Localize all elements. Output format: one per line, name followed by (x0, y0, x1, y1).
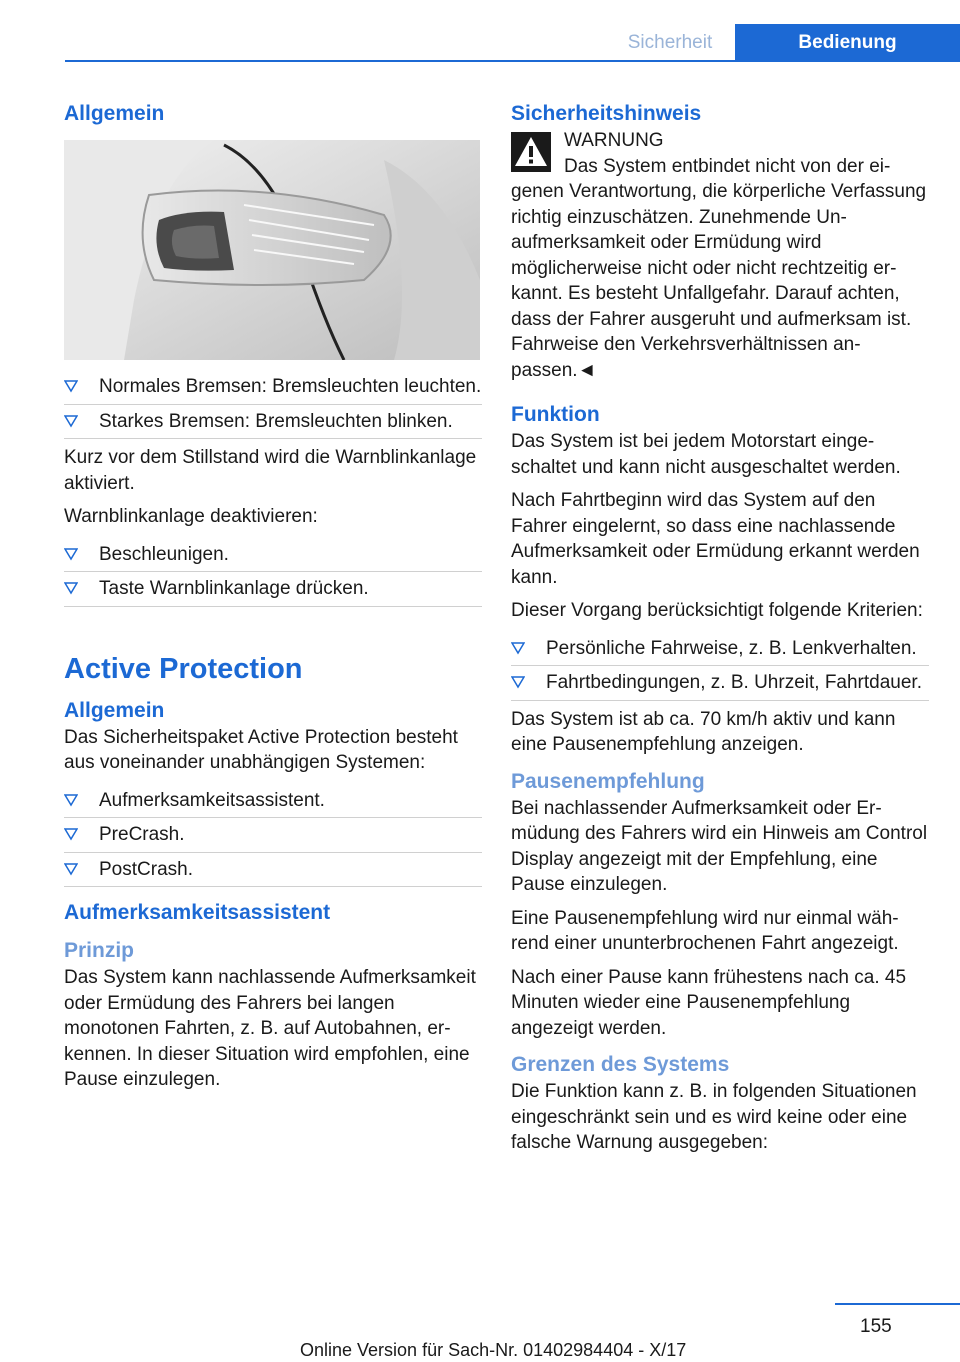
heading-allgemein-2: Allgemein (64, 698, 165, 722)
list-item: Persönliche Fahrweise, z. B. Lenkverhalten. (511, 632, 929, 667)
paragraph: Nach einer Pause kann frühestens nach ca. 45 Minuten wieder eine Pausenempfehlung angezeigt werden. (511, 966, 907, 1039)
heading-pausenempfehlung: Pausenempfehlung (511, 769, 705, 793)
list-item: Fahrtbedingungen, z. B. Uhrzeit, Fahrtdauer. (511, 666, 929, 701)
heading-allgemein: Allgemein (64, 102, 165, 125)
heading-grenzen: Grenzen des Systems (511, 1053, 730, 1076)
online-version-text: Online Version für Sach-Nr. 01402984404 - X/17 (300, 1340, 687, 1360)
bullet-triangle-icon (511, 641, 525, 655)
list-item: Aufmerksamkeitsassistent. (64, 784, 482, 819)
bullet-triangle-icon (64, 581, 78, 595)
list-item: Taste Warnblinkanlage drücken. (64, 572, 482, 607)
list-item: Beschleunigen. (64, 538, 482, 573)
warning-label: WARNUNG (564, 130, 664, 151)
header-rule (65, 60, 960, 62)
paragraph: Die Funktion kann z. B. in folgenden Situationen eingeschränkt sein und es wird keine oder eine falsche Warnung ausgegeben: (511, 1081, 917, 1153)
heading-funktion: Funktion (511, 403, 600, 426)
brake-light-list (64, 370, 482, 439)
bullet-triangle-icon (511, 675, 525, 689)
warning-triangle-icon (511, 132, 551, 172)
section-title: Active Protection (64, 652, 303, 685)
bullet-triangle-icon (64, 414, 78, 428)
paragraph: Kurz vor dem Stillstand wird die Warnblinkanlage aktiviert. (64, 447, 477, 494)
list-item: PreCrash. (64, 818, 482, 853)
rear-light-photo (64, 140, 480, 360)
bullet-triangle-icon (64, 547, 78, 561)
paragraph: Bei nachlassender Aufmerksamkeit oder Ermüdung des Fahrers wird ein Hinweis am Control Display angezeigt mit der Empfehlung, eine Pause einzulegen. (511, 797, 928, 895)
heading-sicherheitshinweis: Sicherheitshinweis (511, 102, 702, 125)
paragraph: Warnblinkanlage deaktivieren: (64, 506, 318, 527)
paragraph: Das System ist ab ca. 70 km/h aktiv und kann eine Pausenempfehlung anzeigen. (511, 708, 896, 755)
heading-aufmerksamkeitsassistent: Aufmerksamkeitsassistent (64, 901, 331, 924)
paragraph: Das Sicherheitspaket Active Protection besteht aus voneinander unabhängigen Systemen: (64, 726, 458, 773)
bullet-triangle-icon (64, 793, 78, 807)
warning-block (511, 128, 929, 154)
right-column (511, 100, 929, 1164)
bullet-triangle-icon (64, 862, 78, 876)
heading-prinzip: Prinzip (64, 939, 135, 962)
paragraph: Nach Fahrtbeginn wird das System auf den Fahrer eingelernt, so dass eine nachlassende Aufmerksamkeit oder Ermüdung erkannt werden kann. (511, 490, 920, 588)
list-item: Starkes Bremsen: Bremsleuchten blinken. (64, 405, 482, 440)
paragraph: Das System kann nachlassende Aufmerksamkeit oder Ermüdung des Fahrers bei langen monotonen Fahrten, z. B. auf Autobahnen, erkennen. In dieser Situation wird empfohlen, eine Pause einzulegen. (64, 967, 476, 1090)
list-item: Normales Bremsen: Bremsleuchten leuchten. (64, 370, 482, 405)
footer-rule (835, 1303, 960, 1305)
criteria-list (511, 632, 929, 701)
bullet-triangle-icon (64, 379, 78, 393)
list-item: PostCrash. (64, 853, 482, 888)
warning-text: Das System entbindet nicht von der eigenen Verantwortung, die körperliche Verfassung richtig einzuschätzen. Zunehmende Unaufmerksamkeit oder Ermüdung wird möglicherweise nicht oder nicht rechtzeitig erkannt. Es besteht Unfallgefahr. Darauf achten, dass der Fahrer ausgeruht und aufmerksam ist. Fahrweise den Verkehrsverhältnissen anpassen.◄ (511, 155, 927, 381)
hazard-list (64, 538, 482, 607)
page-number: 155 (860, 1316, 892, 1337)
paragraph: Eine Pausenempfehlung wird nur einmal während einer ununterbrochenen Fahrt angezeigt. (511, 907, 899, 954)
systems-list (64, 784, 482, 888)
left-column (64, 100, 482, 1101)
tab-sicherheit[interactable]: Sicherheit (627, 32, 713, 53)
tab-bedienung[interactable]: Bedienung (735, 24, 960, 62)
bullet-triangle-icon (64, 827, 78, 841)
paragraph: Das System ist bei jedem Motorstart eingeschaltet und kann nicht ausgeschaltet werden. (511, 431, 901, 478)
paragraph: Dieser Vorgang berücksichtigt folgende Kriterien: (511, 600, 923, 621)
